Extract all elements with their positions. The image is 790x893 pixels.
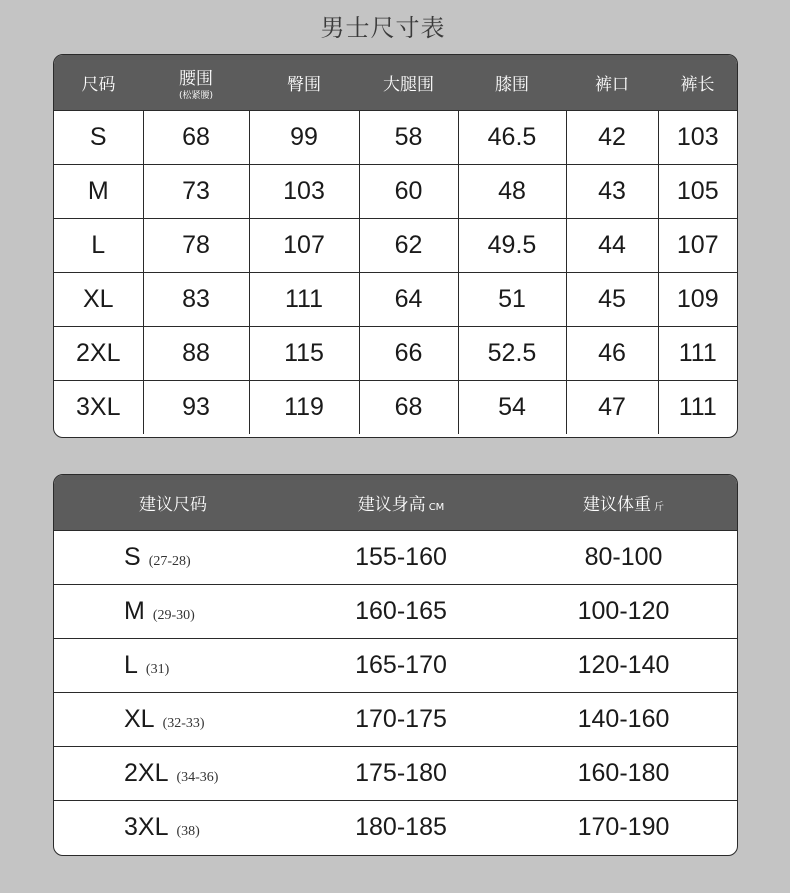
size-cell (54, 801, 292, 855)
column-header (54, 475, 292, 531)
size-label-cell: M (54, 165, 143, 219)
column-header-unit: CM (428, 502, 445, 513)
page-title: 男士尺寸表 (320, 14, 446, 42)
table-row (54, 273, 737, 327)
measurement-cell: 107 (249, 219, 359, 273)
height-cell: 180-185 (292, 801, 510, 855)
measurement-cell: 48 (458, 165, 566, 219)
size-chart-table (54, 55, 737, 434)
measurement-cell: 107 (658, 219, 737, 273)
measurement-cell: 45 (566, 273, 658, 327)
measurement-cell: 78 (143, 219, 249, 273)
table-row (54, 327, 737, 381)
waist-range: (31) (145, 662, 170, 677)
column-header (249, 55, 359, 111)
weight-cell: 80-100 (510, 531, 737, 585)
column-header-label: 尺码 (81, 75, 116, 95)
measurement-cell: 103 (249, 165, 359, 219)
column-header-label: 膝围 (495, 75, 529, 95)
measurement-cell: 111 (658, 327, 737, 381)
measurement-cell: 42 (566, 111, 658, 165)
measurement-cell: 44 (566, 219, 658, 273)
column-header-unit: 斤 (654, 502, 664, 513)
column-header-label: 大腿围 (383, 75, 434, 95)
column-header-label: 建议身高 (357, 495, 426, 515)
size-label-cell: 2XL (54, 327, 143, 381)
column-header (458, 55, 566, 111)
height-cell: 175-180 (292, 747, 510, 801)
measurement-cell: 62 (359, 219, 458, 273)
height-cell: 165-170 (292, 639, 510, 693)
table-row (54, 165, 737, 219)
column-header (359, 55, 458, 111)
measurement-cell: 68 (359, 381, 458, 435)
height-cell: 155-160 (292, 531, 510, 585)
column-header (143, 55, 249, 111)
size-label: 3XL (124, 813, 169, 841)
measurement-cell: 58 (359, 111, 458, 165)
column-header-label: 臀围 (287, 75, 321, 95)
table-row (54, 639, 737, 693)
size-label-cell: 3XL (54, 381, 143, 435)
size-label: L (124, 651, 138, 679)
recommendation-card (53, 474, 738, 856)
table-row (54, 111, 737, 165)
measurement-cell: 83 (143, 273, 249, 327)
measurement-cell: 109 (658, 273, 737, 327)
measurement-cell: 99 (249, 111, 359, 165)
waist-range: (38) (176, 824, 200, 839)
measurement-cell: 111 (658, 381, 737, 435)
measurement-cell: 46.5 (458, 111, 566, 165)
measurement-cell: 111 (249, 273, 359, 327)
column-header-label: 裤长 (680, 75, 715, 95)
waist-range: (27-28) (148, 554, 191, 569)
height-cell: 160-165 (292, 585, 510, 639)
measurement-cell: 51 (458, 273, 566, 327)
measurement-cell: 88 (143, 327, 249, 381)
table-row (54, 585, 737, 639)
size-cell (54, 693, 292, 747)
column-header-label: 腰围 (179, 69, 213, 89)
weight-cell: 160-180 (510, 747, 737, 801)
column-header-label: 裤口 (595, 75, 629, 95)
column-header-note: (松紧腰) (178, 91, 214, 101)
size-chart-card (53, 54, 738, 438)
size-cell (54, 585, 292, 639)
weight-cell: 140-160 (510, 693, 737, 747)
measurement-cell: 105 (658, 165, 737, 219)
waist-range: (34-36) (176, 770, 219, 785)
column-header-label: 建议尺码 (139, 495, 207, 515)
measurement-cell: 115 (249, 327, 359, 381)
size-label: XL (124, 705, 155, 733)
waist-range: (29-30) (152, 608, 195, 623)
measurement-cell: 54 (458, 381, 566, 435)
table-row (54, 219, 737, 273)
measurement-cell: 60 (359, 165, 458, 219)
column-header (566, 55, 658, 111)
height-cell: 170-175 (292, 693, 510, 747)
weight-cell: 100-120 (510, 585, 737, 639)
size-label-cell: XL (54, 273, 143, 327)
size-cell (54, 747, 292, 801)
weight-cell: 170-190 (510, 801, 737, 855)
measurement-cell: 103 (658, 111, 737, 165)
size-label: S (124, 543, 141, 571)
waist-range: (32-33) (162, 716, 205, 731)
measurement-cell: 93 (143, 381, 249, 435)
table-row (54, 381, 737, 435)
size-cell (54, 531, 292, 585)
size-chart-header-row (54, 55, 737, 111)
size-label-cell: L (54, 219, 143, 273)
measurement-cell: 43 (566, 165, 658, 219)
measurement-cell: 47 (566, 381, 658, 435)
measurement-cell: 119 (249, 381, 359, 435)
column-header (292, 475, 510, 531)
column-header (54, 55, 143, 111)
weight-cell: 120-140 (510, 639, 737, 693)
table-row (54, 747, 737, 801)
measurement-cell: 68 (143, 111, 249, 165)
measurement-cell: 46 (566, 327, 658, 381)
table-row (54, 801, 737, 855)
recommendation-table (54, 475, 737, 854)
measurement-cell: 52.5 (458, 327, 566, 381)
measurement-cell: 49.5 (458, 219, 566, 273)
size-label: M (124, 597, 145, 625)
column-header-label: 建议体重 (583, 495, 651, 515)
column-header (510, 475, 737, 531)
recommendation-header-row (54, 475, 737, 531)
size-label-cell: S (54, 111, 143, 165)
size-cell (54, 639, 292, 693)
size-label: 2XL (124, 759, 169, 787)
table-row (54, 531, 737, 585)
column-header (658, 55, 737, 111)
measurement-cell: 66 (359, 327, 458, 381)
table-row (54, 693, 737, 747)
measurement-cell: 73 (143, 165, 249, 219)
measurement-cell: 64 (359, 273, 458, 327)
